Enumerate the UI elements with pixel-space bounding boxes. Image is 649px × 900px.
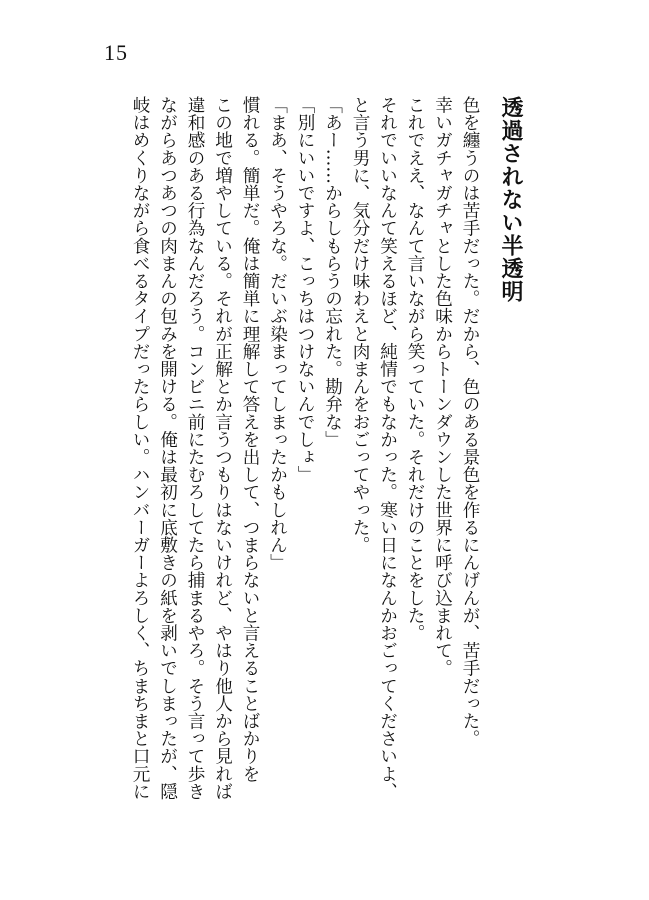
chapter-title: 透過されない半透明: [498, 96, 523, 303]
text-line: この地で増やしている。それが正解とか言うつもりはないけれど、やはり他人から見れば: [212, 96, 233, 800]
text-line: 「まあ、そうやろな。だいぶ染まってしまったかもしれん」: [267, 96, 288, 572]
text-line: 幸いガチャガチャとした色味からトーンダウンした世界に呼び込まれて。: [432, 96, 453, 677]
text-line: 岐はめくりながら食べるタイプだったらしい。ハンバーガーよろしく、ちまちまと口元に: [130, 96, 150, 800]
text-line: 「別にいいですよ、こっちはつけないんでしょ」: [295, 96, 315, 484]
text-line: 違和感のある行為なんだろう。コンビニ前にたむろしてたら捕まるやろ。そう言って歩き: [185, 96, 205, 800]
text-line: それでいいなんて笑えるほど、純情でもなかった。寒い日になんかおごってくださいよ、: [377, 96, 398, 800]
text-line: 慣れる。簡単だ。俺は簡単に理解して答えを出して、つまらないと言えることばかりを: [240, 96, 260, 783]
text-line: と言う男に、気分だけ味わえと肉まんをおごってやった。: [350, 96, 370, 554]
body-text: [126, 96, 484, 856]
text-line: 色を纏うのは苦手だった。だから、色のある景色を作るにんげんが、苦手だった。: [460, 96, 480, 748]
page-number: 15: [104, 40, 128, 65]
text-line: 「あー……からしもらうの忘れた。勘弁な」: [322, 96, 343, 448]
text-line: ながらあつあつの肉まんの包みを開ける。俺は最初に底敷きの紙を剥いでしまったが、隠: [157, 96, 178, 800]
text-line: これでええ、なんて言いながら笑っていた。それだけのことをした。: [405, 96, 425, 642]
